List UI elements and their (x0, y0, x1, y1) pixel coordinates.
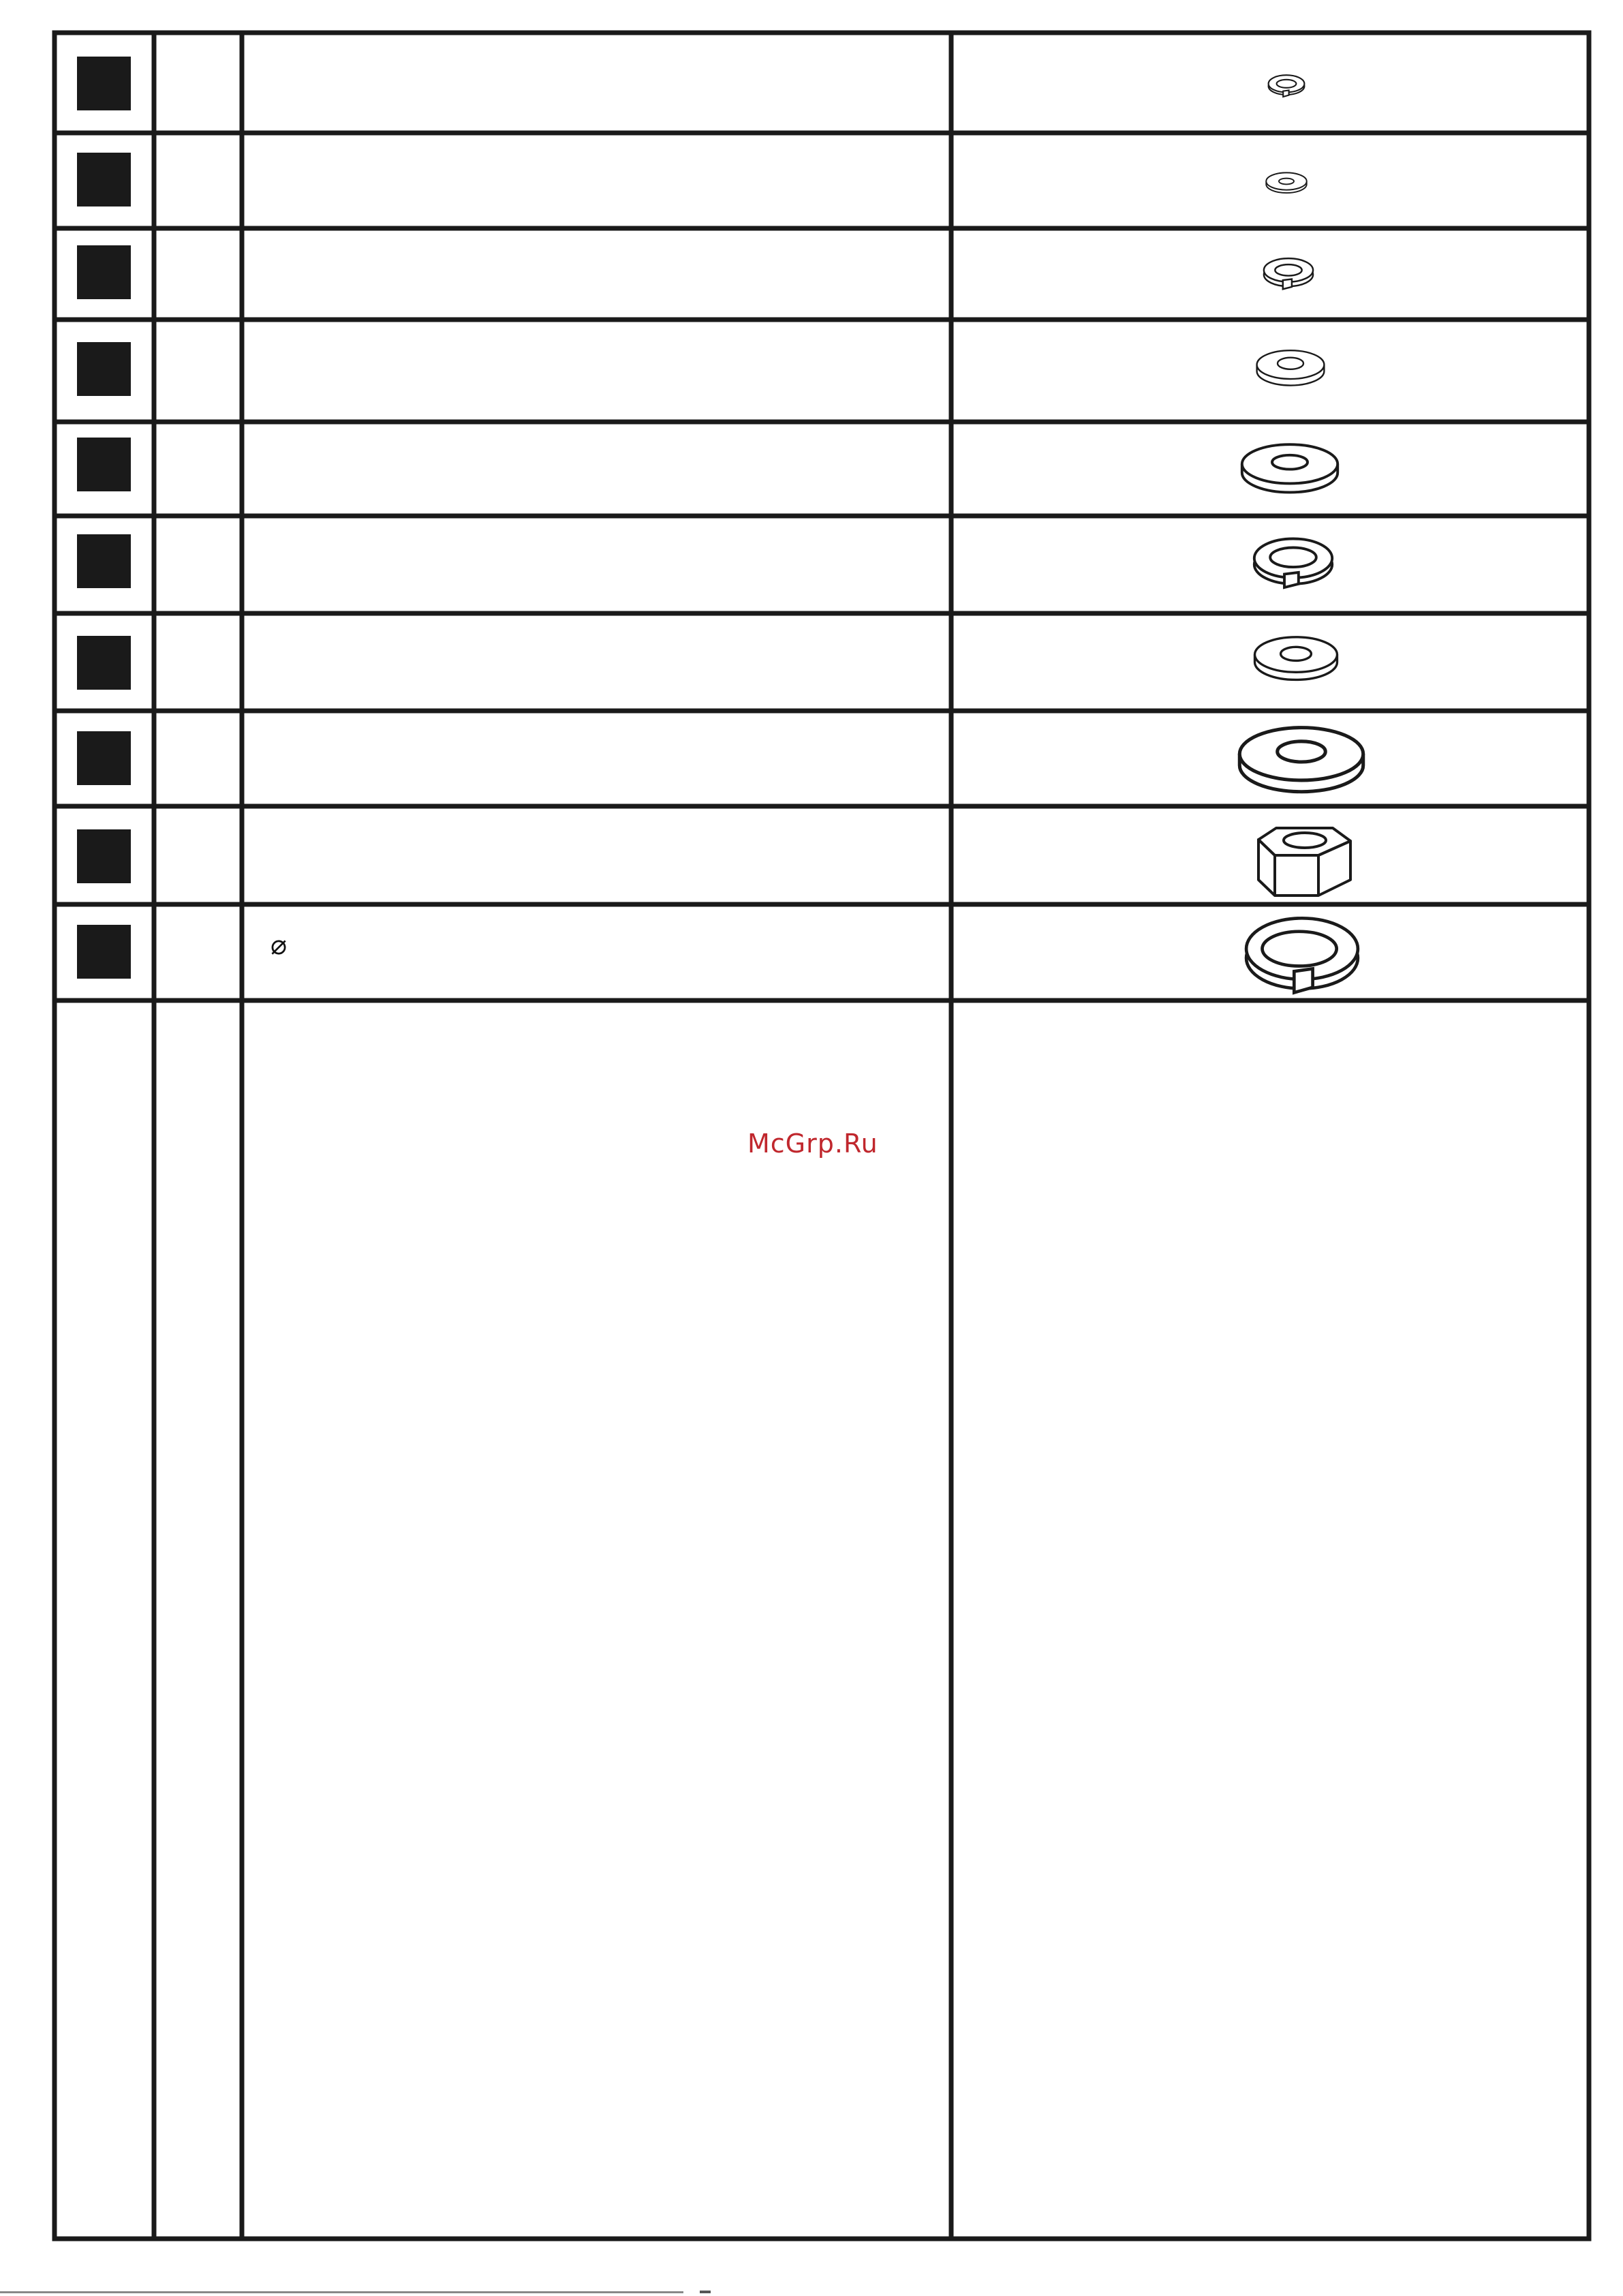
row-marker-square (77, 57, 131, 110)
row-marker-square (77, 731, 131, 785)
row-marker-square (77, 342, 131, 396)
row-marker-square (77, 153, 131, 206)
flat-washer-icon (1239, 728, 1363, 792)
split-lock-washer-icon (1246, 918, 1358, 992)
row-marker-square (77, 636, 131, 690)
flat-washer-icon (1266, 172, 1306, 193)
diameter-symbol: ⌀ (270, 930, 288, 961)
row-marker-square (77, 925, 131, 979)
row-marker-square (77, 438, 131, 491)
split-lock-washer-icon (1264, 258, 1313, 289)
flat-washer-icon (1242, 444, 1338, 492)
row-marker-square (77, 245, 131, 299)
footer-mark (700, 2291, 711, 2293)
flat-washer-icon (1257, 350, 1325, 385)
hex-nut-icon (1258, 828, 1350, 896)
flat-washer-icon (1255, 637, 1338, 680)
row-marker-square (77, 534, 131, 588)
footer-rule (0, 2291, 683, 2293)
row-dividers (55, 133, 1589, 1000)
split-lock-washer-icon (1254, 539, 1332, 588)
row-marker-square (77, 829, 131, 883)
split-lock-washer-icon (1269, 75, 1305, 97)
watermark-text: McGrp.Ru (747, 1129, 878, 1159)
